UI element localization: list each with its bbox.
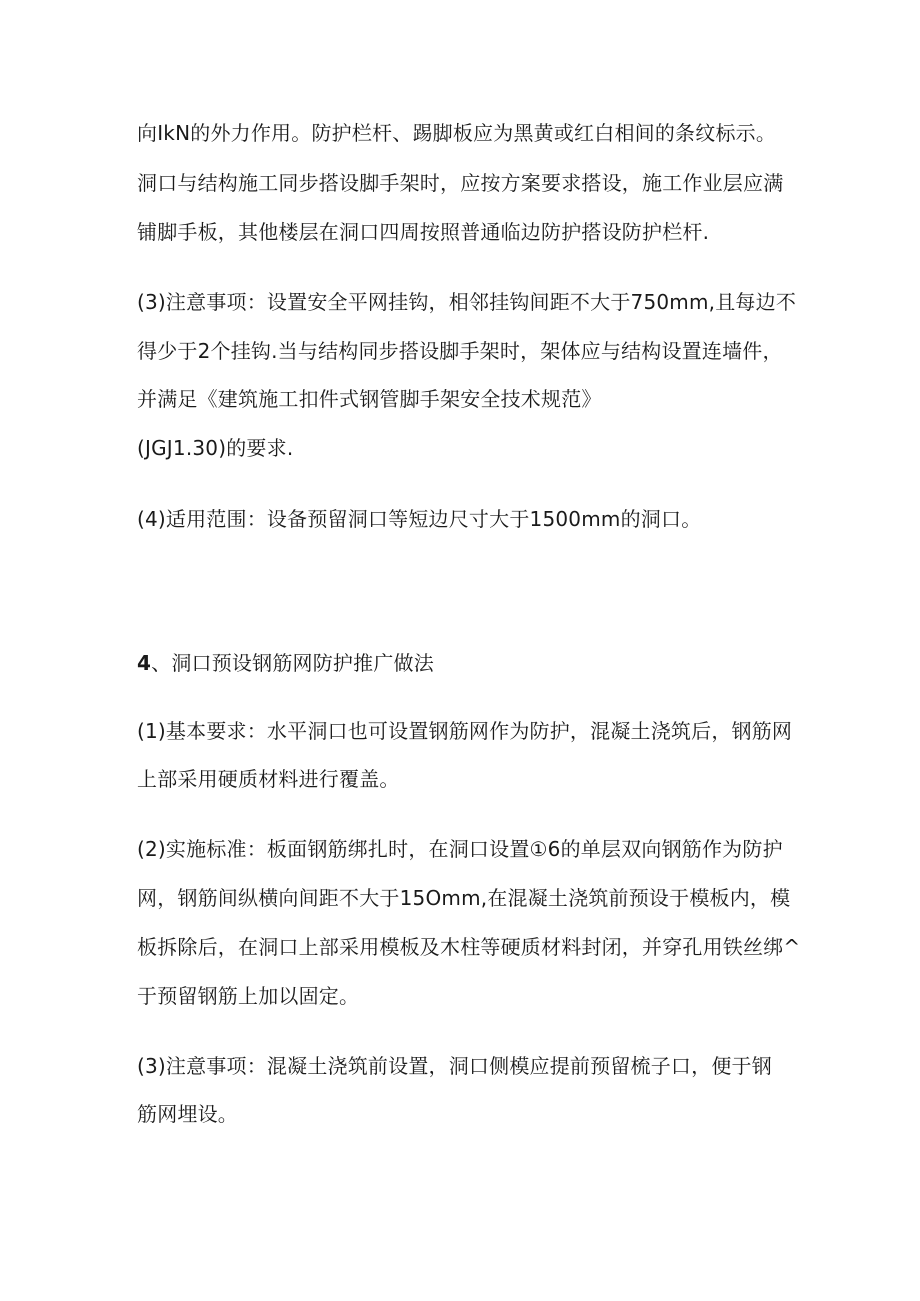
text-line: 板拆除后，在洞口上部采用模板及木柱等硬质材料封闭，并穿孔用铁丝绑^: [137, 935, 801, 959]
section-heading: [137, 650, 434, 676]
text-line: 得少于2个挂钩.当与结构同步搭设脚手架时，架体应与结构设置连墙件，: [137, 339, 783, 363]
section-number: 4: [137, 651, 152, 675]
text-line: (JGJ1.30)的要求.: [137, 436, 294, 460]
text-line: 于预留钢筋上加以固定。: [137, 984, 360, 1008]
text-line: (2)实施标准：板面钢筋绑扎时，在洞口设置①6的单层双向钢筋作为防护: [137, 837, 783, 861]
text-line: (4)适用范围：设备预留洞口等短边尺寸大于1500mm的洞口。: [137, 507, 702, 531]
text-line: 洞口与结构施工同步搭设脚手架时，应按方案要求搭设，施工作业层应满: [137, 171, 784, 195]
text-line: (1)基本要求：水平洞口也可设置钢筋网作为防护，混凝土浇筑后，钢筋网: [137, 719, 793, 743]
text-line: (3)注意事项：设置安全平网挂钩，相邻挂钩间距不大于750mm,且每边不: [137, 290, 797, 314]
text-line: 网，钢筋间纵横向间距不大于15Omm,在混凝土浇筑前预设于模板内，模: [137, 886, 791, 910]
text-line: 铺脚手板，其他楼层在洞口四周按照普通临边防护搭设防护栏杆.: [137, 220, 710, 244]
text-line: (3)注意事项：混凝土浇筑前设置，洞口侧模应提前预留梳子口，便于钢: [137, 1054, 772, 1078]
text-line: 向IkN的外力作用。防护栏杆、踢脚板应为黑黄或红白相间的条纹标示。: [137, 121, 777, 145]
text-line: 上部采用硬质材料进行覆盖。: [137, 767, 400, 791]
text-line: 筋网埋设。: [137, 1102, 238, 1126]
text-line: 并满足《建筑施工扣件式钢管脚手架安全技术规范》: [137, 387, 602, 411]
section-title: 、洞口预设钢筋网防护推广做法: [151, 651, 434, 675]
